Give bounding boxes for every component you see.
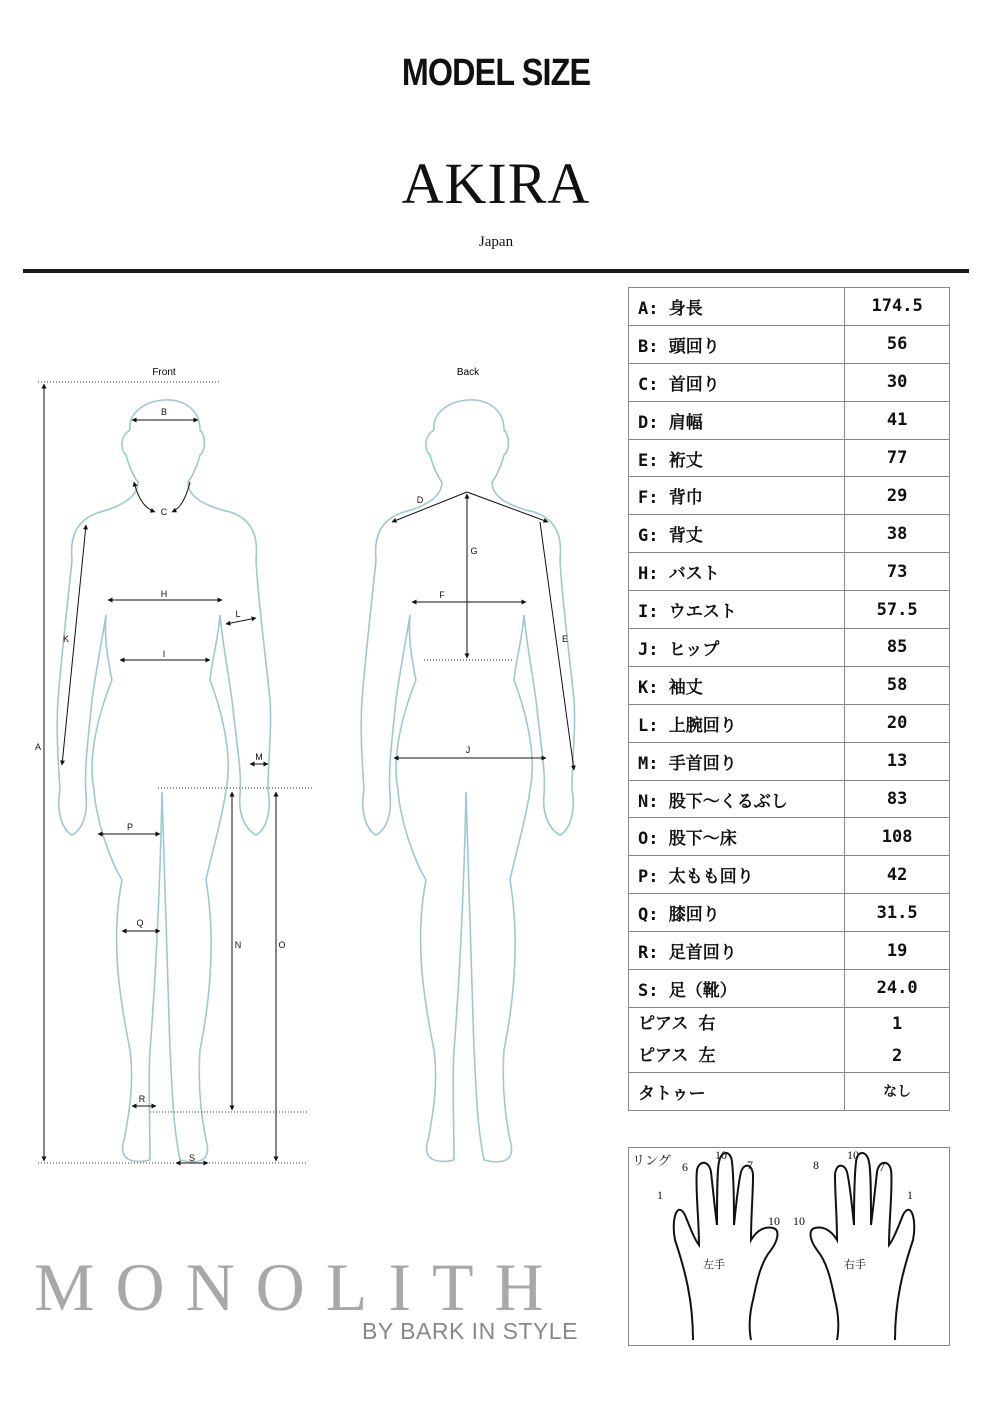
right-hand-label: 右手 — [844, 1258, 866, 1271]
measurement-row — [629, 818, 950, 856]
letter-e: E — [561, 634, 569, 644]
letter-q: Q — [136, 918, 144, 928]
measurement-label: G: 背丈 — [629, 515, 845, 553]
letter-o: O — [278, 940, 286, 950]
right-middle-size: 7 — [879, 1160, 885, 1174]
measurement-value: 83 — [845, 780, 950, 818]
measurement-row — [629, 856, 950, 894]
measurement-arrows — [44, 384, 574, 1163]
letter-c: C — [160, 507, 168, 517]
measurement-row — [629, 288, 950, 326]
left-pinky-size: 6 — [682, 1160, 688, 1174]
brand-subtitle: BY BARK IN STYLE — [362, 1318, 578, 1344]
back-figure — [361, 400, 574, 1162]
measurement-row — [629, 780, 950, 818]
measurement-row — [629, 439, 950, 477]
left-ring-size: 10 — [768, 1214, 780, 1228]
measurement-value: 58 — [845, 666, 950, 704]
left-hand-outline — [674, 1153, 778, 1340]
tattoo-label: タトゥー — [629, 1072, 845, 1110]
measurement-value: 41 — [845, 401, 950, 439]
measurement-value: 29 — [845, 477, 950, 515]
measurement-row — [629, 970, 950, 1008]
reference-lines — [38, 382, 312, 1163]
measurement-label: L: 上腕回り — [629, 704, 845, 742]
letter-l: L — [235, 609, 241, 619]
letter-m: M — [255, 752, 263, 762]
measurement-label: F: 背巾 — [629, 477, 845, 515]
measurement-label: M: 手首回り — [629, 742, 845, 780]
piercing-left-value: 2 — [892, 1045, 903, 1066]
measurement-row — [629, 591, 950, 629]
tattoo-row — [629, 1072, 950, 1110]
ring-size-box — [628, 1147, 950, 1346]
measurement-row — [629, 894, 950, 932]
left-thumb-size: 1 — [657, 1188, 663, 1202]
letter-h: H — [160, 589, 168, 599]
measurement-value: 24.0 — [845, 970, 950, 1008]
measurement-row — [629, 704, 950, 742]
left-index-size: 10 — [715, 1148, 727, 1162]
measurement-label: S: 足（靴） — [629, 970, 845, 1008]
measurement-value: 174.5 — [845, 288, 950, 326]
brand-logo: MONOLITH — [34, 1249, 565, 1325]
measurement-value: 20 — [845, 704, 950, 742]
measurement-row — [629, 363, 950, 401]
measurement-value: 57.5 — [845, 591, 950, 629]
measurement-label: A: 身長 — [629, 288, 845, 326]
measurement-label: P: 太もも回り — [629, 856, 845, 894]
measurement-label: C: 首回り — [629, 363, 845, 401]
letter-d: D — [416, 495, 424, 505]
measurement-row — [629, 515, 950, 553]
measurement-value: 13 — [845, 742, 950, 780]
letter-n: N — [234, 940, 242, 950]
measurement-label: I: ウエスト — [629, 591, 845, 629]
measurement-row — [629, 553, 950, 591]
measurement-label: H: バスト — [629, 553, 845, 591]
letter-k: K — [62, 634, 70, 644]
piercing-row — [629, 1007, 950, 1072]
right-index-size: 10 — [847, 1148, 859, 1162]
measurement-label: O: 股下〜床 — [629, 818, 845, 856]
left-middle-size: 7 — [747, 1158, 753, 1172]
measurement-label: E: 裄丈 — [629, 439, 845, 477]
measurement-value: 56 — [845, 325, 950, 363]
letter-b: B — [160, 407, 168, 417]
page-title: MODEL SIZE — [401, 52, 591, 94]
left-hand-label: 左手 — [703, 1258, 725, 1271]
measurement-row — [629, 325, 950, 363]
measurements-table — [628, 287, 950, 1111]
letter-r: R — [138, 1094, 146, 1104]
measurement-row — [629, 742, 950, 780]
model-country: Japan — [478, 234, 514, 250]
piercing-right-value: 1 — [892, 1013, 903, 1034]
letter-g: G — [470, 546, 478, 556]
measurement-label: K: 袖丈 — [629, 666, 845, 704]
measurement-value: 19 — [845, 932, 950, 970]
measurement-row — [629, 932, 950, 970]
piercing-left-label: ピアス 左 — [638, 1045, 716, 1066]
letter-i: I — [162, 649, 166, 659]
measurement-label: J: ヒップ — [629, 629, 845, 667]
measurement-value: 108 — [845, 818, 950, 856]
letter-j: J — [465, 745, 471, 755]
piercing-right-label: ピアス 右 — [638, 1013, 716, 1034]
back-label: Back — [456, 367, 480, 378]
measurement-value: 77 — [845, 439, 950, 477]
front-label: Front — [152, 367, 176, 378]
measurement-value: 30 — [845, 363, 950, 401]
measurement-value: 38 — [845, 515, 950, 553]
letter-s: S — [188, 1153, 196, 1163]
header-divider — [23, 269, 969, 273]
ring-label: リング — [632, 1154, 671, 1169]
measurement-letters — [35, 407, 568, 1163]
measurement-row — [629, 666, 950, 704]
measurement-row — [629, 629, 950, 667]
measurement-label: D: 肩幅 — [629, 401, 845, 439]
measurement-row — [629, 401, 950, 439]
letter-a: A — [34, 742, 42, 752]
right-pinky-size: 8 — [813, 1158, 819, 1172]
measurement-row — [629, 477, 950, 515]
measurement-label: N: 股下〜くるぶし — [629, 780, 845, 818]
measurement-label: Q: 膝回り — [629, 894, 845, 932]
body-measurement-diagram — [0, 360, 600, 1180]
measurement-value: 85 — [845, 629, 950, 667]
model-name: AKIRA — [401, 151, 591, 216]
measurement-value: 42 — [845, 856, 950, 894]
right-hand-outline — [811, 1153, 915, 1340]
measurement-value: 73 — [845, 553, 950, 591]
measurement-label: R: 足首回り — [629, 932, 845, 970]
right-ring-size: 10 — [793, 1214, 805, 1228]
hands-diagram — [629, 1148, 949, 1345]
measurement-value: 31.5 — [845, 894, 950, 932]
letter-p: P — [126, 822, 134, 832]
measurement-label: B: 頭回り — [629, 325, 845, 363]
right-thumb-size: 1 — [907, 1188, 913, 1202]
letter-f: F — [439, 590, 445, 600]
tattoo-value: なし — [845, 1072, 950, 1110]
